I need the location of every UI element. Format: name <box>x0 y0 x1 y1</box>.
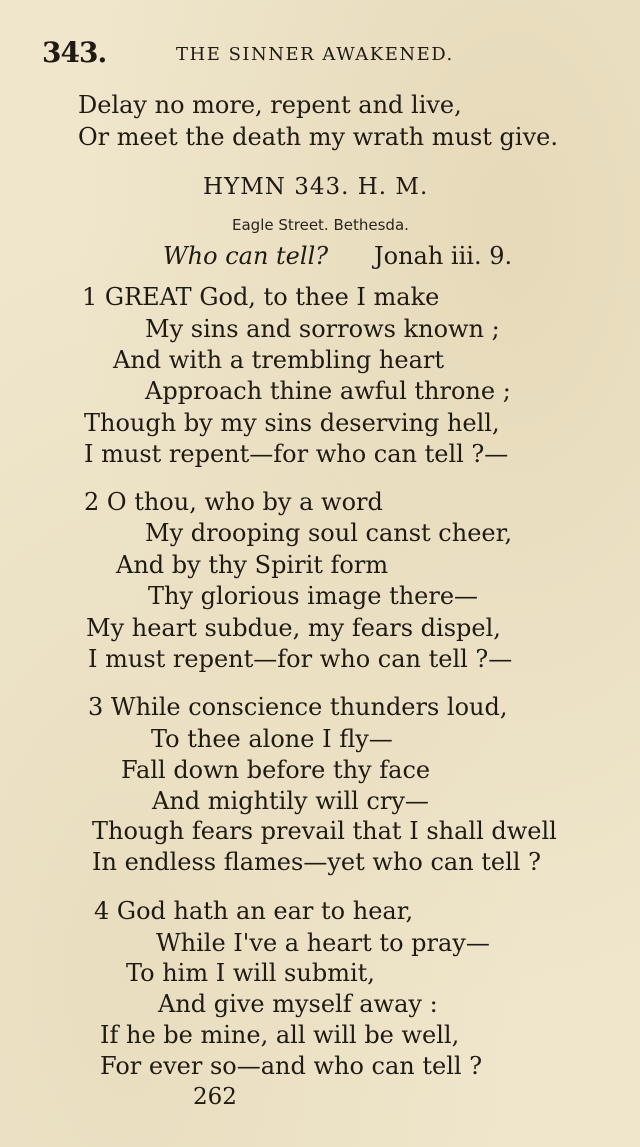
stanza-line: To him I will submit, <box>126 959 375 987</box>
stanza-line: 3 While conscience thunders loud, <box>88 693 508 721</box>
stanza-line: 2 O thou, who by a word <box>84 488 383 516</box>
hymn-title: HYMN 343. H. M. <box>203 174 429 200</box>
stanza-line: I must repent—for who can tell ?— <box>84 440 509 468</box>
stanza-line: And by thy Spirit form <box>116 551 389 579</box>
hymn-subject: Who can tell? <box>163 242 329 270</box>
stanza-line: And give myself away : <box>158 990 438 1018</box>
stanza-line: Though by my sins deserving hell, <box>84 409 500 437</box>
stanza-line: My drooping soul canst cheer, <box>145 519 513 547</box>
stanza-line: Though fears prevail that I shall dwell <box>92 817 557 845</box>
stanza-line: For ever so—and who can tell ? <box>100 1052 483 1080</box>
running-title: THE SINNER AWAKENED. <box>176 44 454 65</box>
stanza-line: My heart subdue, my fears dispel, <box>86 614 501 642</box>
stanza-line: Approach thine awful throne ; <box>145 377 511 405</box>
stanza-line: In endless flames—yet who can tell ? <box>92 848 541 876</box>
stanza-line: Thy glorious image there— <box>148 582 479 610</box>
continuation-line: Delay no more, repent and live, <box>78 91 462 119</box>
continuation-line: Or meet the death my wrath must give. <box>78 123 558 151</box>
stanza-line: And mightily will cry— <box>152 787 429 815</box>
stanza-line: 1 GREAT God, to thee I make <box>82 283 440 311</box>
stanza-line: If he be mine, all will be well, <box>100 1021 460 1049</box>
scripture-reference: Jonah iii. 9. <box>374 242 513 270</box>
stanza-line: My sins and sorrows known ; <box>145 315 500 343</box>
folio-number: 262 <box>193 1084 237 1110</box>
tune-names: Eagle Street. Bethesda. <box>232 216 409 234</box>
stanza-line: Fall down before thy face <box>121 756 431 784</box>
page-number: 343. <box>42 36 107 69</box>
stanza-line: To thee alone I fly— <box>151 725 393 753</box>
stanza-line: 4 God hath an ear to hear, <box>94 897 414 925</box>
stanza-line: And with a trembling heart <box>113 346 444 374</box>
stanza-line: While I've a heart to pray— <box>156 929 490 957</box>
stanza-line: I must repent—for who can tell ?— <box>88 645 513 673</box>
